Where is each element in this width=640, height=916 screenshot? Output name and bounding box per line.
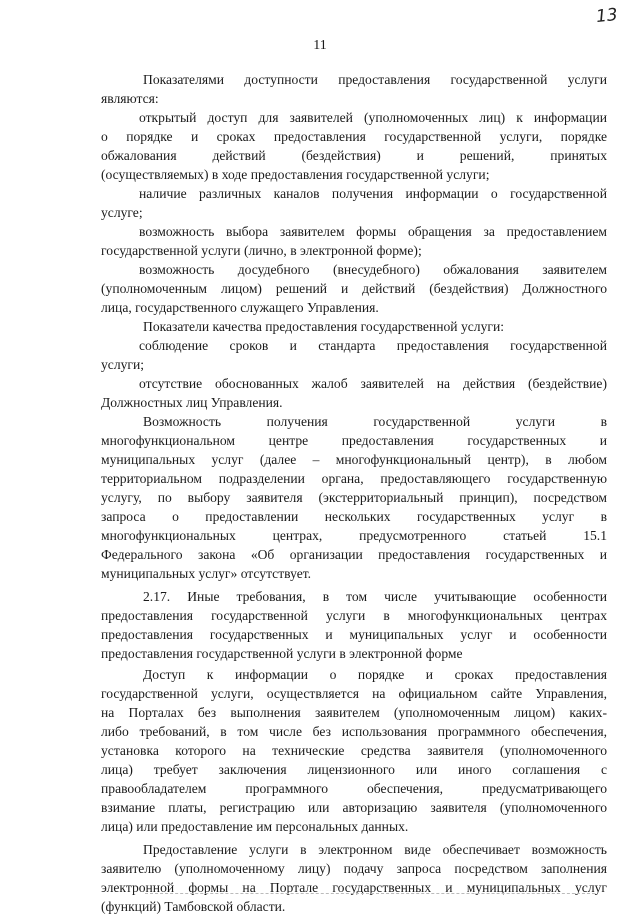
- text-line: (функций) Тамбовской области.: [101, 899, 286, 914]
- text-line: являются:: [101, 91, 159, 106]
- text-line: муниципальных услуг (далее – многофункциональный центр), в любом: [101, 452, 607, 467]
- text-line: Предоставление услуги в электронном виде обеспечивает возможность: [143, 842, 607, 857]
- text-line: о порядке и сроках предоставления государственной услуги, порядке: [101, 129, 607, 144]
- text-line: Показателями доступности предоставления государственной услуги: [143, 72, 607, 87]
- text-line: взимание платы, регистрацию или авторизацию заявителя (уполномоченного: [101, 800, 607, 815]
- text-line: предоставления государственной услуги в многофункциональных центрах: [101, 608, 607, 623]
- text-line: Должностных лиц Управления.: [101, 395, 283, 410]
- text-line: предоставления государственной услуги в электронной форме: [101, 646, 463, 661]
- text-line: возможность выбора заявителем формы обращения за предоставлением: [139, 224, 607, 239]
- text-line: территориальном подразделении органа, предоставляющего государственную: [101, 471, 607, 486]
- text-line: предоставления государственных и муниципальных услуг и особенности: [101, 627, 607, 642]
- text-line: Федерального закона «Об организации предоставления государственных и: [101, 547, 607, 562]
- text-line: запроса о предоставлении нескольких государственных услуг в: [101, 509, 607, 524]
- text-line: многофункциональных центрах, предусмотренного статьей 15.1: [101, 528, 607, 543]
- text-line: лица, государственного служащего Управления.: [101, 300, 379, 315]
- text-line: услуги;: [101, 357, 145, 372]
- scan-edge-divider: [145, 893, 595, 894]
- text-line: (уполномоченным лицом) решений и действий (бездействия) Должностного: [101, 281, 607, 296]
- text-line: государственной услуги, осуществляется на официальном сайте Управления,: [101, 686, 607, 701]
- text-line: наличие различных каналов получения информации о государственной: [139, 186, 607, 201]
- text-line: отсутствие обоснованных жалоб заявителей на действия (бездействие): [139, 376, 607, 391]
- text-line: возможность досудебного (внесудебного) обжалования заявителем: [139, 262, 607, 277]
- text-line: услугу, по выбору заявителя (экстерриториальный принцип), посредством: [101, 490, 607, 505]
- text-line: соблюдение сроков и стандарта предоставления государственной: [139, 338, 607, 353]
- text-line: лица) или предоставление им персональных данных.: [101, 819, 409, 834]
- text-line: 2.17. Иные требования, в том числе учитывающие особенности: [143, 589, 607, 604]
- text-line: услуге;: [101, 205, 143, 220]
- handwritten-page-mark: 13: [595, 4, 619, 28]
- text-line: на Порталах без выполнения заявителем (уполномоченным лицом) каких-: [101, 705, 607, 720]
- text-line: заявителю (уполномоченному лицу) подачу запроса посредством заполнения: [101, 861, 607, 876]
- text-line: обжалования действий (бездействия) и решений, принятых: [101, 148, 607, 163]
- text-line: (осуществляемых) в ходе предоставления государственной услуги;: [101, 167, 490, 182]
- text-line: Доступ к информации о порядке и сроках предоставления: [143, 667, 607, 682]
- page-number: 11: [313, 38, 327, 53]
- text-line: либо требований, в том числе без использования программного обеспечения,: [101, 724, 607, 739]
- text-line: Возможность получения государственной услуги в: [143, 414, 607, 429]
- text-line: открытый доступ для заявителей (уполномоченных лиц) к информации: [139, 110, 607, 125]
- text-line: правообладателем программного обеспечения, предусматривающего: [101, 781, 607, 796]
- text-line: многофункциональном центре предоставления государственных и: [101, 433, 607, 448]
- text-line: муниципальных услуг» отсутствует.: [101, 566, 312, 581]
- text-line: Показатели качества предоставления государственной услуги:: [143, 319, 504, 334]
- text-line: электронной формы на Портале государственных и муниципальных услуг: [101, 880, 607, 895]
- text-line: установка которого на технические средства заявителя (уполномоченного: [101, 743, 607, 758]
- text-line: лица) требует заключения лицензионного или иного соглашения с: [101, 762, 607, 777]
- text-line: государственной услуги (лично, в электронной форме);: [101, 243, 422, 258]
